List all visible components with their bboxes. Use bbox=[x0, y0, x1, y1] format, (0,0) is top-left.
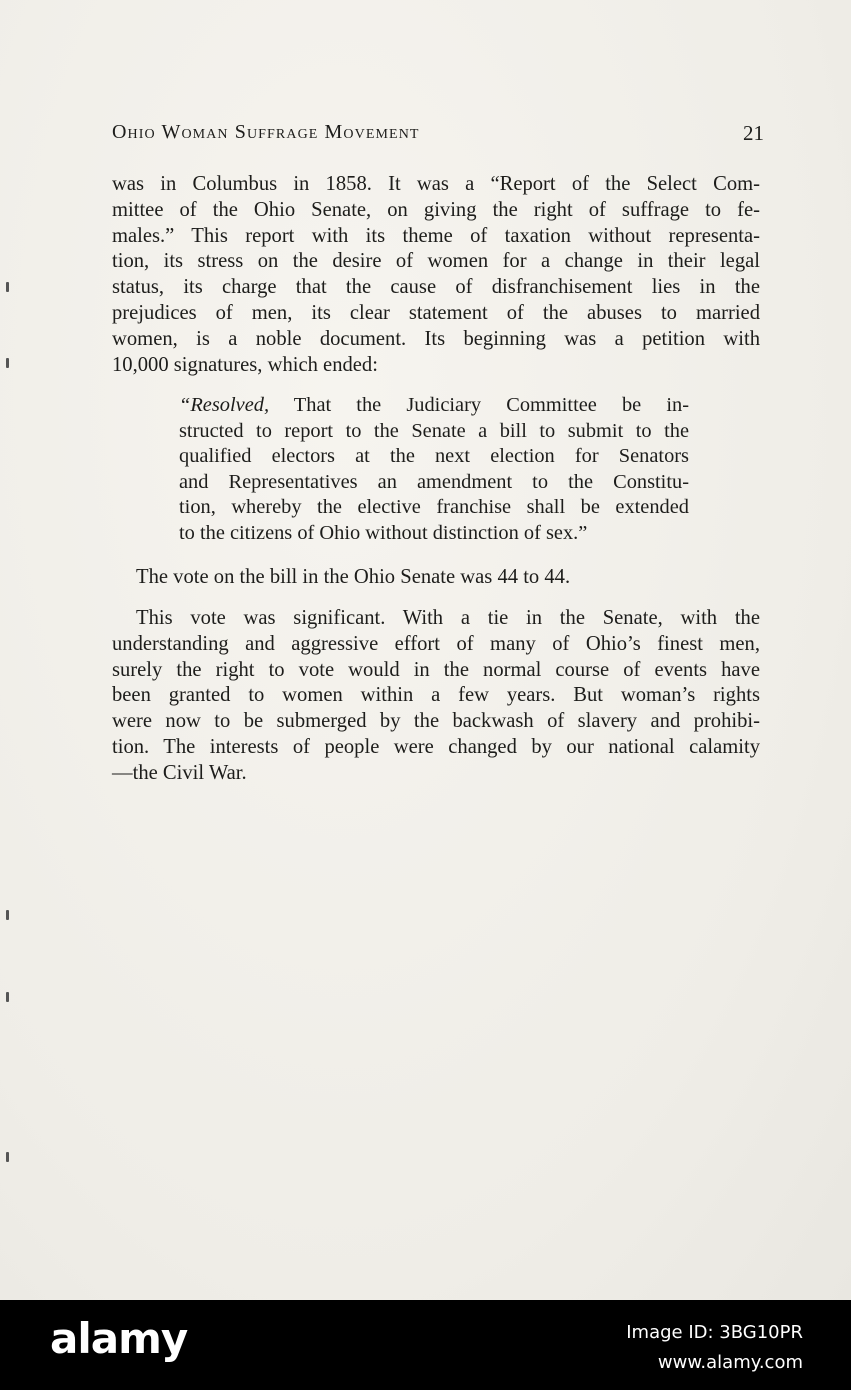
margin-mark bbox=[6, 910, 9, 920]
quote-line bbox=[179, 393, 689, 419]
text-line: 10,000 signatures, which ended: bbox=[112, 353, 378, 376]
text-line: tion. The interests of people were changed by our national calamity bbox=[112, 735, 760, 758]
text-line: surely the right to vote would in the normal course of events have bbox=[112, 658, 760, 681]
page-number: 21 bbox=[743, 121, 764, 145]
block-quote bbox=[179, 393, 689, 547]
running-head: Ohio Woman Suffrage Movement bbox=[112, 121, 420, 143]
text-line: women, is a noble document. Its beginning was a petition with bbox=[112, 327, 760, 350]
margin-mark bbox=[6, 282, 9, 292]
quote-line: structed to report to the Senate a bill to submit to the bbox=[179, 419, 689, 442]
paragraph-1 bbox=[112, 172, 760, 378]
text-line: The vote on the bill in the Ohio Senate was 44 to 44. bbox=[136, 566, 571, 588]
image-id-block bbox=[626, 1318, 803, 1378]
text-line: tion, its stress on the desire of women for a change in their legal bbox=[112, 250, 760, 273]
text-line: were now to be submerged by the backwash of slavery and prohibi- bbox=[112, 710, 760, 733]
text-line: males.” This report with its theme of taxation without representa- bbox=[112, 224, 760, 247]
resolved-word: “Resolved, bbox=[179, 394, 270, 416]
alamy-logo: alamy bbox=[50, 1314, 188, 1363]
page-header bbox=[112, 121, 764, 149]
text-line: —the Civil War. bbox=[112, 761, 247, 784]
text-line: status, its charge that the cause of disfranchisement lies in the bbox=[112, 276, 760, 299]
text-line: understanding and aggressive effort of many of Ohio’s finest men, bbox=[112, 632, 760, 655]
quote-line: to the citizens of Ohio without distinction of sex.” bbox=[179, 521, 588, 544]
site-url: www.alamy.com bbox=[657, 1352, 803, 1373]
margin-mark bbox=[6, 992, 9, 1002]
margin-mark bbox=[6, 358, 9, 368]
text-line: mittee of the Ohio Senate, on giving the right of suffrage to fe- bbox=[112, 198, 760, 221]
watermark-footer bbox=[0, 1300, 851, 1390]
text-line: This vote was significant. With a tie in the Senate, with the bbox=[136, 607, 760, 629]
quote-line-rest: That the Judiciary Committee be in- bbox=[269, 394, 689, 416]
image-id: Image ID: 3BG10PR bbox=[626, 1322, 803, 1343]
paragraph-2 bbox=[112, 565, 760, 591]
quote-line: qualified electors at the next election for Senators bbox=[179, 445, 689, 468]
text-line: been granted to women within a few years. But woman’s rights bbox=[112, 684, 760, 707]
paragraph-3 bbox=[112, 606, 760, 787]
quote-line: and Representatives an amendment to the Constitu- bbox=[179, 470, 689, 493]
margin-mark bbox=[6, 1152, 9, 1162]
text-line: prejudices of men, its clear statement of the abuses to married bbox=[112, 301, 760, 324]
text-line: was in Columbus in 1858. It was a “Report of the Select Com- bbox=[112, 173, 760, 195]
quote-line: tion, whereby the elective franchise shall be extended bbox=[179, 496, 689, 519]
